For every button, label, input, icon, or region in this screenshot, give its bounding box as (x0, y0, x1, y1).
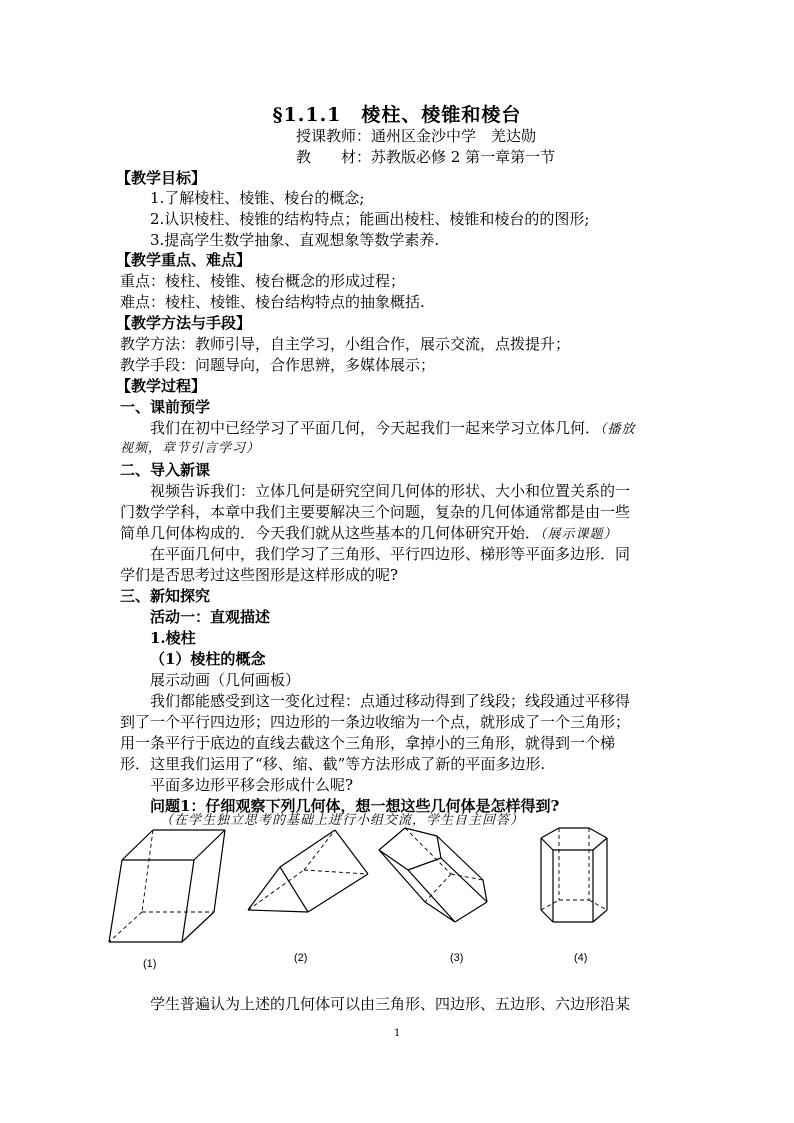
figure-2-triangular-prism (240, 822, 380, 922)
para-line-4: 形．这里我们运用了“移、缩、截”等方法形成了新的平面多边形. (120, 755, 546, 773)
difficult-point: 难点：棱柱、棱锥、棱台结构特点的抽象概括. (120, 293, 425, 311)
page-number: 1 (394, 1028, 401, 1039)
section-2-line-3-text: 简单几何体构成的．今天我们就从这些基本的几何体研究开始． (120, 524, 541, 542)
section-1-para (150, 418, 636, 440)
para-line-1: 我们都能感受到这一变化过程：点通过移动得到了线段；线段通过平移得 (150, 692, 631, 710)
para-line-3: 用一条平行于底边的直线去截这个三角形，拿掉小的三角形，就得到一个梯 (120, 734, 616, 752)
section-2-line-4: 在平面几何中，我们学习了三角形、平行四边形、梯形等平面多边形．同 (150, 545, 631, 563)
teacher-line: 授课教师：通州区金沙中学 羌达勋 (296, 127, 537, 145)
goal-item-3: 3.提高学生数学抽象、直观想象等数学素养. (150, 231, 440, 249)
figure-label-3: (3) (450, 952, 464, 964)
process-heading: 【教学过程】 (116, 377, 207, 395)
section-2-line-3-note: （展示课题） (540, 527, 618, 542)
section-1-heading: 一、课前预学 (120, 398, 211, 416)
prism-concept-heading: （1）棱柱的概念 (150, 650, 266, 668)
section-2-line-5: 学们是否思考过这些图形是这样形成的呢? (120, 566, 399, 584)
figure-4-hexagonal-prism (535, 822, 625, 947)
teaching-method: 教学方法：教师引导，自主学习，小组合作，展示交流，点拨提升； (120, 335, 571, 353)
figure-label-1: (1) (143, 958, 157, 970)
para-line-5: 平面多边形平移会形成什么呢? (150, 776, 354, 794)
figure-label-4: (4) (574, 952, 588, 964)
section-2-line-3 (120, 523, 618, 545)
figure-1-parallelepiped (100, 822, 230, 947)
animation-line: 展示动画（几何画板） (150, 671, 301, 689)
textbook-line: 教 材：苏教版必修 2 第一章第一节 (296, 148, 556, 166)
question-1-note: （在学生独立思考的基础上进行小组交流，学生自主回答） (160, 813, 525, 828)
section-1-note-b: 视频，章节引言学习） (120, 441, 261, 456)
figure-3-pentagonal-prism (375, 822, 500, 937)
question-1: 问题1：仔细观察下列几何体，想一想这些几何体是怎样得到? (150, 797, 560, 815)
section-2-line-2: 门数学学科，本章中我们主要要解决三个问题，复杂的几何体通常都是由一些 (120, 503, 631, 521)
section-1-text: 我们在初中已经学习了平面几何，今天起我们一起来学习立体几何． (150, 419, 601, 437)
goal-item-1: 1.了解棱柱、棱锥、棱台的概念; (150, 189, 365, 207)
key-point: 重点：棱柱、棱锥、棱台概念的形成过程； (120, 272, 406, 290)
methods-heading: 【教学方法与手段】 (116, 314, 252, 332)
section-2-heading: 二、导入新课 (120, 461, 211, 479)
para-line-2: 到了一个平行四边形；四边形的一条边收缩为一个点，就形成了一个三角形； (120, 713, 631, 731)
page-title: §1.1.1 棱柱、棱锥和棱台 (272, 104, 522, 126)
activity-heading: 活动一：直观描述 (150, 608, 271, 626)
goals-heading: 【教学目标】 (116, 169, 207, 187)
section-3-heading: 三、新知探究 (120, 587, 211, 605)
teaching-means: 教学手段：问题导向，合作思辨，多媒体展示； (120, 356, 436, 374)
keypoints-heading: 【教学重点、难点】 (116, 251, 252, 269)
goal-item-2: 2.认识棱柱、棱锥的结构特点；能画出棱柱、棱锥和棱台的的图形; (150, 210, 590, 228)
prism-heading: 1.棱柱 (150, 629, 196, 647)
section-2-line-1: 视频告诉我们：立体几何是研究空间几何体的形状、大小和位置关系的一 (150, 482, 631, 500)
section-1-note-a: （播放 (600, 422, 636, 437)
last-line: 学生普遍认为上述的几何体可以由三角形、四边形、五边形、六边形沿某 (150, 995, 631, 1013)
figure-label-2: (2) (294, 952, 308, 964)
